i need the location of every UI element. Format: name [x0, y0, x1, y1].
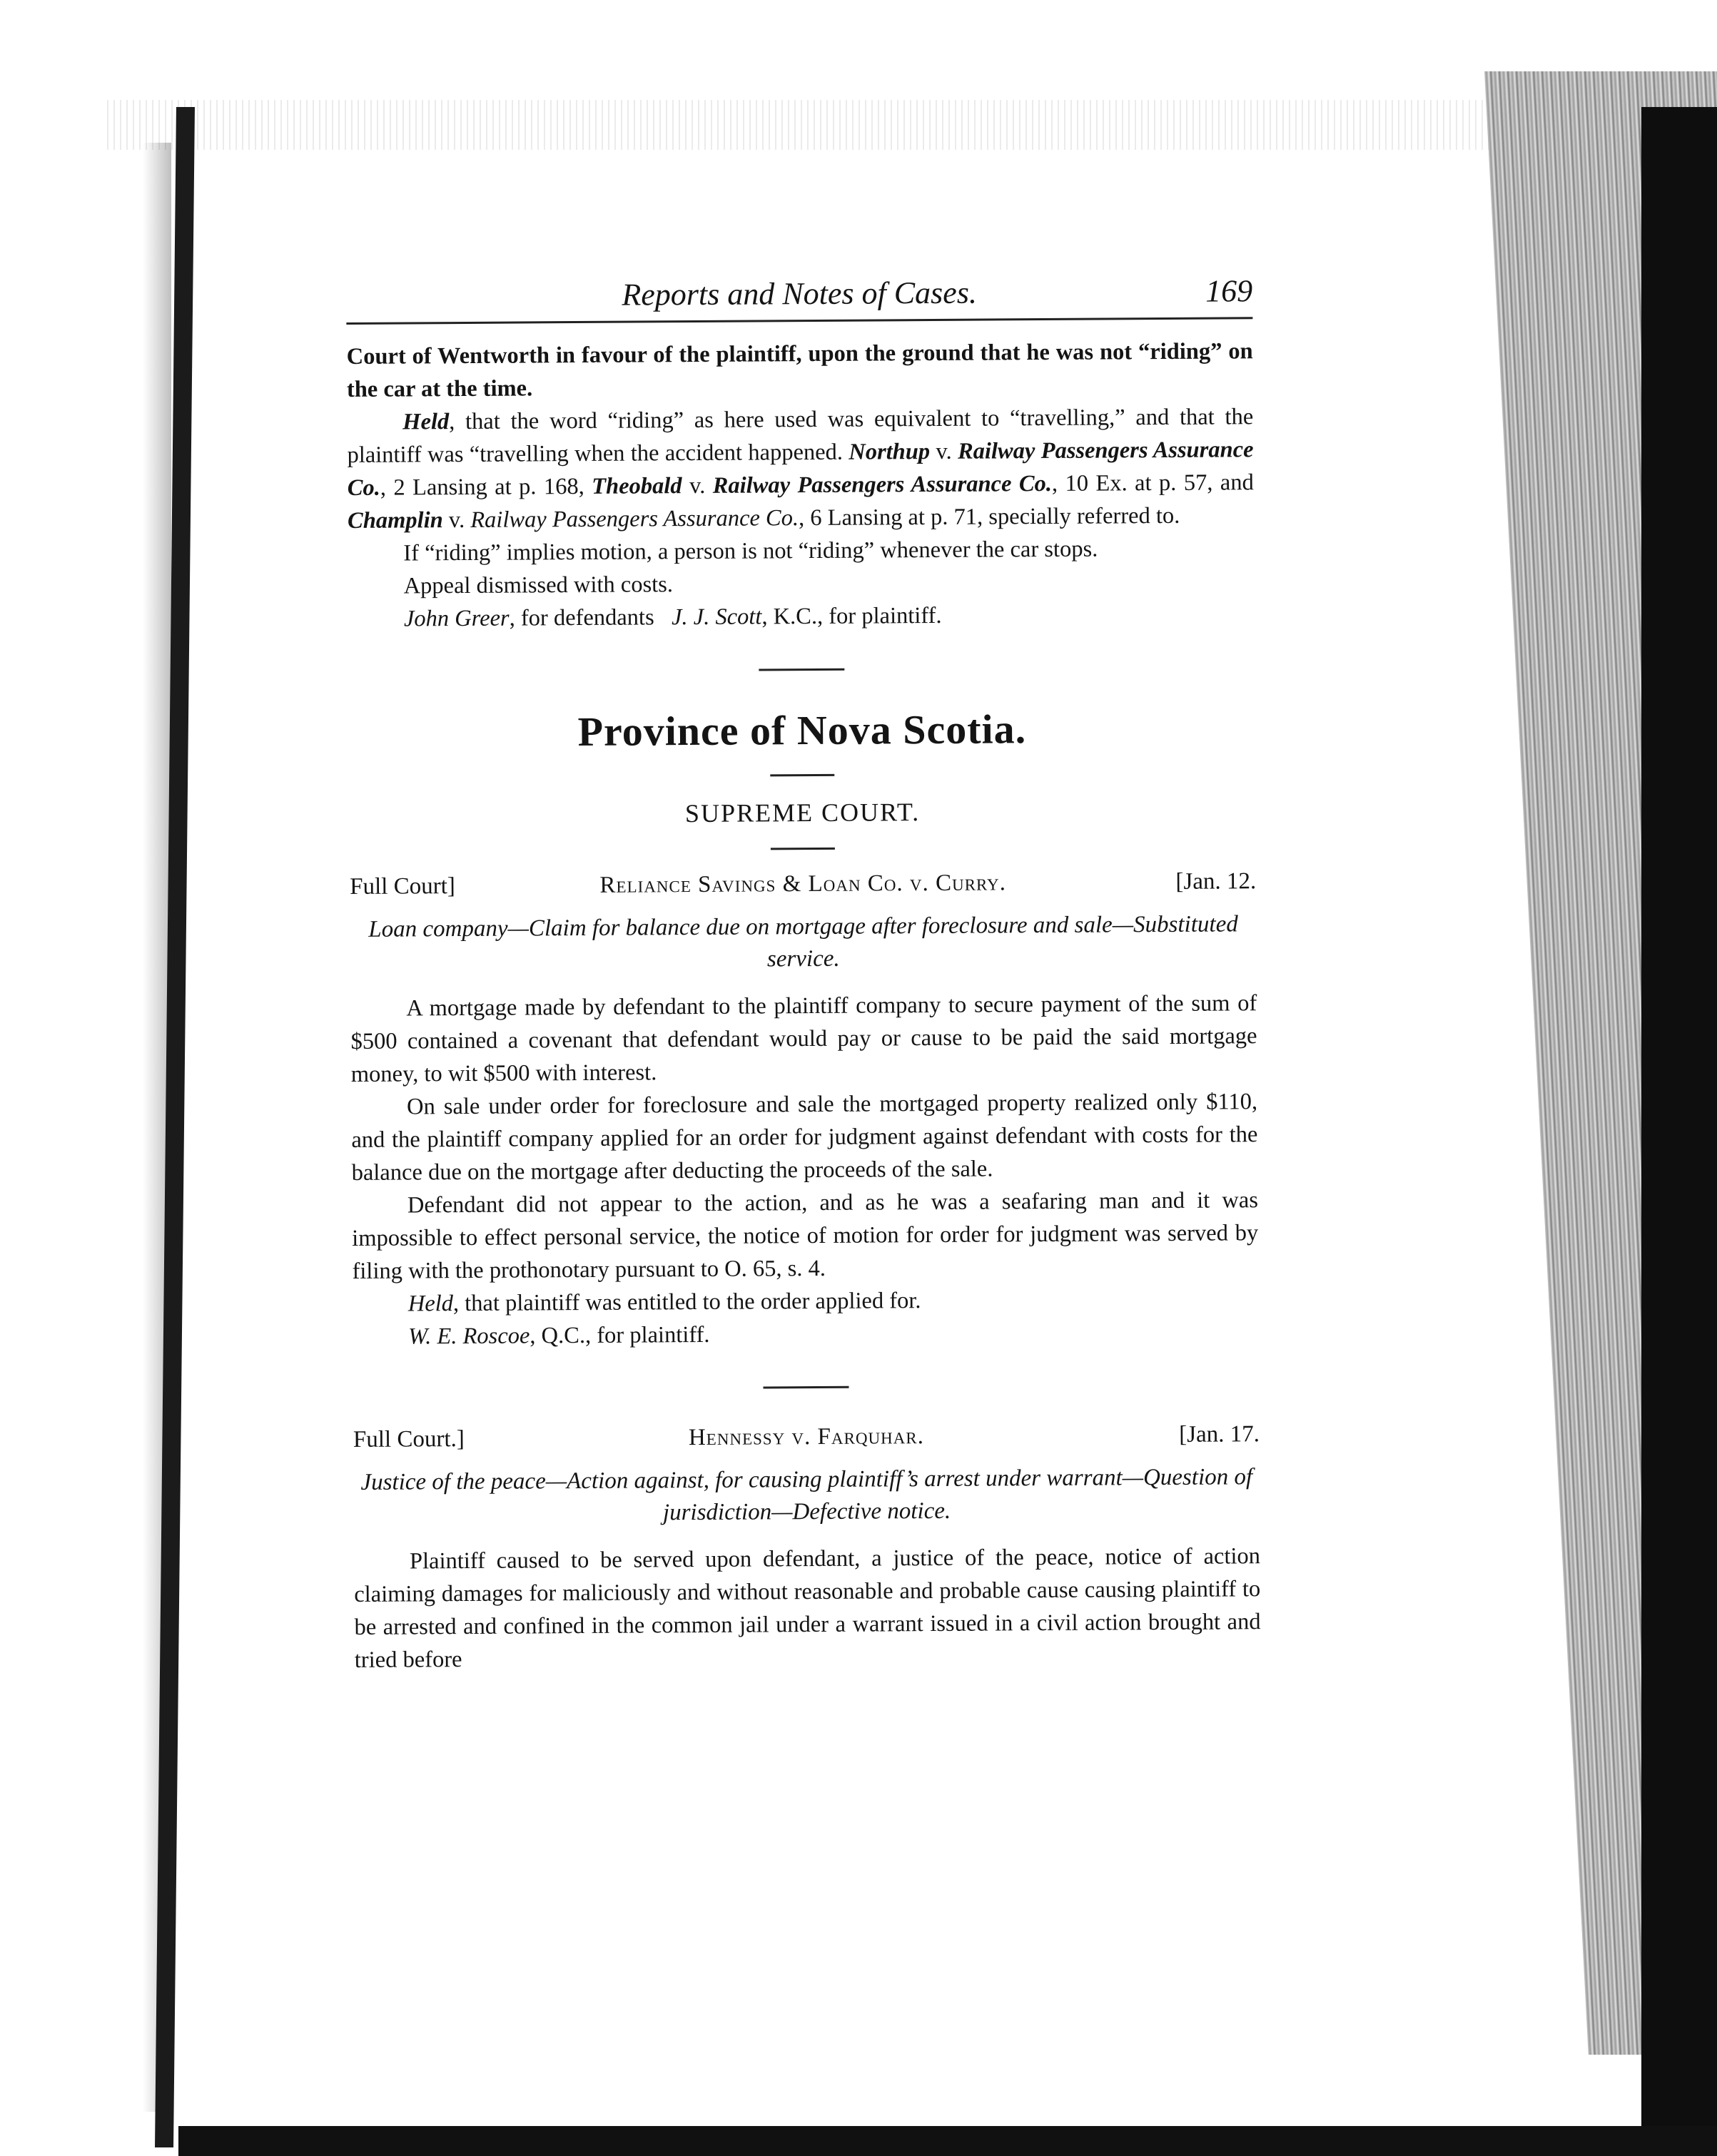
case3-headnote: Justice of the peace—Action against, for causing plaintiff’s arrest under warrant—Question of jurisdiction—Defective notice.: [360, 1464, 1253, 1526]
scan-noise-top: [107, 100, 1499, 150]
book-cover-bottom: [178, 2126, 1717, 2156]
held-label: Held: [402, 409, 450, 435]
citation-2-company: Railway Passengers Assurance Co.: [712, 470, 1053, 499]
case2-parties: Reliance Savings & Loan Co. v. Curry.: [599, 870, 1007, 898]
citation-2-ref: , 10 Ex. at p. 57, and: [1051, 469, 1254, 497]
case3-court: Full Court.]: [353, 1426, 465, 1453]
page-number: 169: [1205, 273, 1253, 309]
case-divider: [764, 1386, 849, 1389]
counsel-plaintiff-name: J. J. Scott: [671, 604, 762, 631]
court-heading: SUPREME COURT.: [684, 798, 921, 828]
court-rule: [771, 848, 835, 850]
case1-paragraph-1: Court of Wentworth in favour of the plaintiff, upon the ground that he was not “riding” on the car at the time.: [346, 338, 1253, 402]
running-head: [346, 273, 1252, 325]
case1-held-text: , that the word “riding” as here used was equivalent to “travelling,” and that the plaintiff was “travelling when the accident happened.: [347, 404, 1254, 468]
citation-1-name: Northup: [849, 439, 931, 465]
counsel-name: W. E. Roscoe: [407, 1323, 530, 1350]
heading-rule: [770, 774, 834, 777]
case2-headnote: Loan company—Claim for balance due on mortgage after foreclosure and sale—Substituted service.: [368, 911, 1238, 972]
case1-paragraph-3: If “riding” implies motion, a person is not “riding” whenever the car stops.: [403, 536, 1098, 566]
case2-counsel: [353, 1315, 1259, 1353]
counsel-plaintiff-role: , K.C., for plaintiff.: [761, 602, 942, 630]
case2-court: Full Court]: [350, 873, 455, 900]
case3-paragraph-1: Plaintiff caused to be served upon defendant, a justice of the peace, notice of action claiming damages for maliciously and without reasonable and probable cause causing plaintiff to be arrested and confined in the common jail under a warrant issued in a civil action brought and tried before: [354, 1543, 1261, 1673]
citation-1-v: v.: [930, 438, 958, 465]
citation-1-ref: , 2 Lansing at p. 168,: [380, 473, 584, 501]
case2-paragraph-3: Defendant did not appear to the action, and as he was a seafaring man and it was impossible to effect personal service, the notice of motion for order for judgment was served by filing with the prothonotary pursuant to O. 65, s. 4.: [352, 1187, 1259, 1284]
citation-3-name: Champlin: [347, 507, 443, 534]
case1-disposition: Appeal dismissed with costs.: [403, 571, 674, 599]
case2-date: [Jan. 12.: [1175, 868, 1257, 895]
province-heading: Province of Nova Scotia.: [577, 706, 1027, 756]
citation-3-ref: , 6 Lansing at p. 71, specially referred to.: [798, 502, 1180, 532]
page-content: [346, 273, 1261, 1677]
case3-parties: Hennessy v. Farquhar.: [688, 1423, 925, 1451]
book-cover-right: [1641, 107, 1717, 2140]
citation-2-v: v.: [682, 472, 713, 499]
case2-paragraph-1: A mortgage made by defendant to the plaintiff company to secure payment of the sum of $500 contained a covenant that defendant would pay or cause to be paid the said mortgage money, to wit $500 with interest.: [350, 990, 1257, 1087]
case2-title-line: [350, 868, 1256, 911]
citation-3-v: v.: [442, 507, 471, 534]
case2-held-text: , that plaintiff was entitled to the order applied for.: [452, 1288, 921, 1317]
citation-3-company: Railway Passengers Assurance Co.: [470, 505, 799, 533]
running-title: Reports and Notes of Cases.: [622, 275, 978, 312]
case1-counsel: [348, 597, 1255, 636]
case1-paragraph-2: [347, 400, 1254, 537]
case3-title-line: [353, 1421, 1260, 1464]
citation-1-company: Railway Passengers Assurance Co.: [347, 437, 1254, 501]
case2-paragraph-4: [353, 1282, 1259, 1321]
held-label: Held: [407, 1291, 454, 1317]
case3-date: [Jan. 17.: [1179, 1421, 1260, 1448]
counsel-defendant-name: John Greer: [403, 605, 510, 632]
counsel-role: , Q.C., for plaintiff.: [530, 1321, 710, 1349]
case2-paragraph-2: On sale under order for foreclosure and sale the mortgaged property realized only $110, and the plaintiff company applied for an order for judgment against defendant with costs for the balance due on the mortgage after deducting the proceeds of the sale.: [351, 1089, 1258, 1186]
citation-2-name: Theobald: [592, 473, 682, 499]
section-divider: [759, 668, 844, 671]
counsel-defendant-role: , for defendants: [509, 604, 654, 631]
